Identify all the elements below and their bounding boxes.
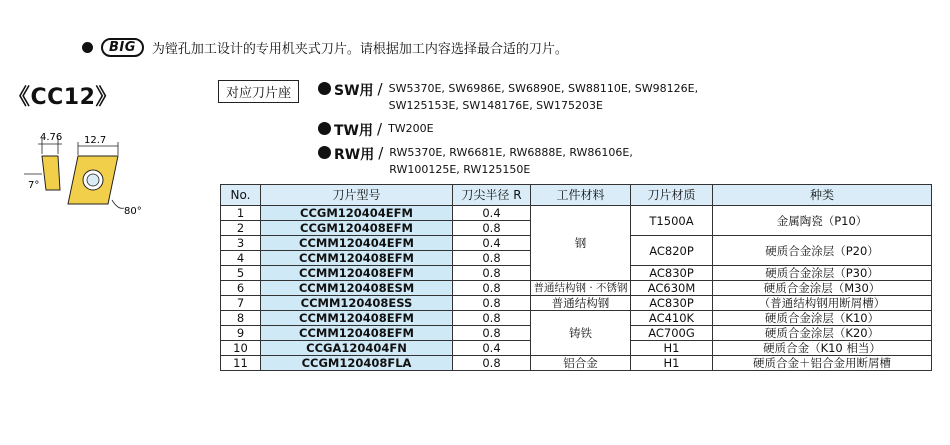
cell-radius: 0.8 xyxy=(453,251,531,266)
cell-grade: T1500A xyxy=(631,206,713,236)
cell-radius: 0.8 xyxy=(453,266,531,281)
cell-grade: H1 xyxy=(631,356,713,371)
holder-label-tw: TW用 xyxy=(334,123,373,139)
cell-radius: 0.8 xyxy=(453,311,531,326)
cell-type: 硬质合金涂层（P20） xyxy=(713,236,932,266)
holder-label-rw: RW用 xyxy=(334,147,375,163)
cell-grade: AC700G xyxy=(631,326,713,341)
cell-radius: 0.4 xyxy=(453,206,531,221)
cell-type: 硬质合金＋铝合金用断屑槽 xyxy=(713,356,932,371)
cell-radius: 0.8 xyxy=(453,356,531,371)
bullet-icon xyxy=(318,82,331,95)
cell-radius: 0.8 xyxy=(453,281,531,296)
table-row xyxy=(221,296,932,311)
header-model: 刀片型号 xyxy=(261,185,453,206)
cell-model: CCMM120408ESS xyxy=(261,296,453,311)
cell-no: 7 xyxy=(221,296,261,311)
header-workpiece: 工件材料 xyxy=(531,185,631,206)
header-radius: 刀尖半径 R xyxy=(453,185,531,206)
holder-row-tw: TW用 / TW200E xyxy=(318,120,434,140)
cell-no: 6 xyxy=(221,281,261,296)
cell-radius: 0.4 xyxy=(453,236,531,251)
holder-row-sw: SW用 / SW5370E, SW6986E, SW6890E, SW88110E, SW98126E, SW125153E, SW148176E, SW175203E xyxy=(318,80,698,114)
series-title: 《CC12》 xyxy=(8,85,118,110)
cell-no: 9 xyxy=(221,326,261,341)
dim-nose-angle: 80° xyxy=(124,206,142,217)
cell-no: 4 xyxy=(221,251,261,266)
holder-row-rw: RW用 / RW5370E, RW6681E, RW6888E, RW86106E, RW100125E, RW125150E xyxy=(318,144,633,178)
cell-model: CCMM120408EFM xyxy=(261,326,453,341)
cell-model: CCGM120408EFM xyxy=(261,221,453,236)
dim-clearance-angle: 7° xyxy=(28,180,40,191)
holder-models-sw-1: SW5370E, SW6986E, SW6890E, SW88110E, SW98126E, xyxy=(388,82,699,95)
cell-model: CCMM120408ESM xyxy=(261,281,453,296)
cell-no: 3 xyxy=(221,236,261,251)
holder-models-rw-1: RW5370E, RW6681E, RW6888E, RW86106E, xyxy=(389,146,633,159)
intro-text: 为镗孔加工设计的专用机夹式刀片。请根据加工内容选择最合适的刀片。 xyxy=(151,42,568,57)
holder-badge: 对应刀片座 xyxy=(218,80,299,103)
cell-radius: 0.8 xyxy=(453,296,531,311)
holder-models-tw: TW200E xyxy=(388,122,434,135)
dim-thickness: 4.76 xyxy=(40,132,63,143)
table-row xyxy=(221,281,932,296)
holder-label-sw: SW用 xyxy=(334,83,374,99)
table-header-row xyxy=(221,185,932,206)
cell-type: 硬质合金（K10 相当） xyxy=(713,341,932,356)
cell-model: CCMM120408EFM xyxy=(261,311,453,326)
cell-grade: H1 xyxy=(631,341,713,356)
bullet-icon xyxy=(318,146,331,159)
cell-grade: AC830P xyxy=(631,296,713,311)
cell-type: 硬质合金涂层（M30） xyxy=(713,281,932,296)
cell-no: 8 xyxy=(221,311,261,326)
header-grade: 刀片材质 xyxy=(631,185,713,206)
holder-models-sw-2: SW125153E, SW148176E, SW175203E xyxy=(388,99,603,112)
cell-grade: AC820P xyxy=(631,236,713,266)
cell-type: 金属陶瓷（P10） xyxy=(713,206,932,236)
cell-type: （普通结构钢用断屑槽） xyxy=(713,296,932,311)
table-row xyxy=(221,356,932,371)
cell-no: 10 xyxy=(221,341,261,356)
cell-radius: 0.8 xyxy=(453,221,531,236)
insert-spec-table xyxy=(220,184,932,371)
cell-type: 硬质合金涂层（K20） xyxy=(713,326,932,341)
cell-workpiece: 普通结构钢 · 不锈钢 xyxy=(531,281,631,296)
insert-diagram xyxy=(20,128,170,228)
holder-models-rw-2: RW100125E, RW125150E xyxy=(389,163,531,176)
cell-workpiece: 铝合金 xyxy=(531,356,631,371)
cell-radius: 0.4 xyxy=(453,341,531,356)
cell-type: 硬质合金涂层（P30） xyxy=(713,266,932,281)
cell-type: 硬质合金涂层（K10） xyxy=(713,311,932,326)
header-type: 种类 xyxy=(713,185,932,206)
cell-model: CCMM120408EFM xyxy=(261,266,453,281)
cell-no: 11 xyxy=(221,356,261,371)
cell-model: CCGA120404FN xyxy=(261,341,453,356)
big-logo: BIG xyxy=(101,38,144,57)
cell-grade: AC410K xyxy=(631,311,713,326)
cell-grade: AC630M xyxy=(631,281,713,296)
cell-model: CCGM120408FLA xyxy=(261,356,453,371)
header-no: No. xyxy=(221,185,261,206)
insert-side-view xyxy=(42,156,60,190)
bullet-icon xyxy=(318,122,331,135)
cell-no: 2 xyxy=(221,221,261,236)
cell-workpiece: 普通结构钢 xyxy=(531,296,631,311)
bullet-icon xyxy=(82,42,93,53)
cell-grade: AC830P xyxy=(631,266,713,281)
cell-workpiece: 钢 xyxy=(531,206,631,281)
cell-no: 5 xyxy=(221,266,261,281)
cell-model: CCGM120404EFM xyxy=(261,206,453,221)
table-row xyxy=(221,206,932,221)
cell-no: 1 xyxy=(221,206,261,221)
cell-model: CCMM120404EFM xyxy=(261,236,453,251)
cell-model: CCMM120408EFM xyxy=(261,251,453,266)
table-row xyxy=(221,311,932,326)
intro-line xyxy=(82,38,568,57)
cell-workpiece: 铸铁 xyxy=(531,311,631,356)
cell-radius: 0.8 xyxy=(453,326,531,341)
dim-length: 12.7 xyxy=(84,135,107,146)
